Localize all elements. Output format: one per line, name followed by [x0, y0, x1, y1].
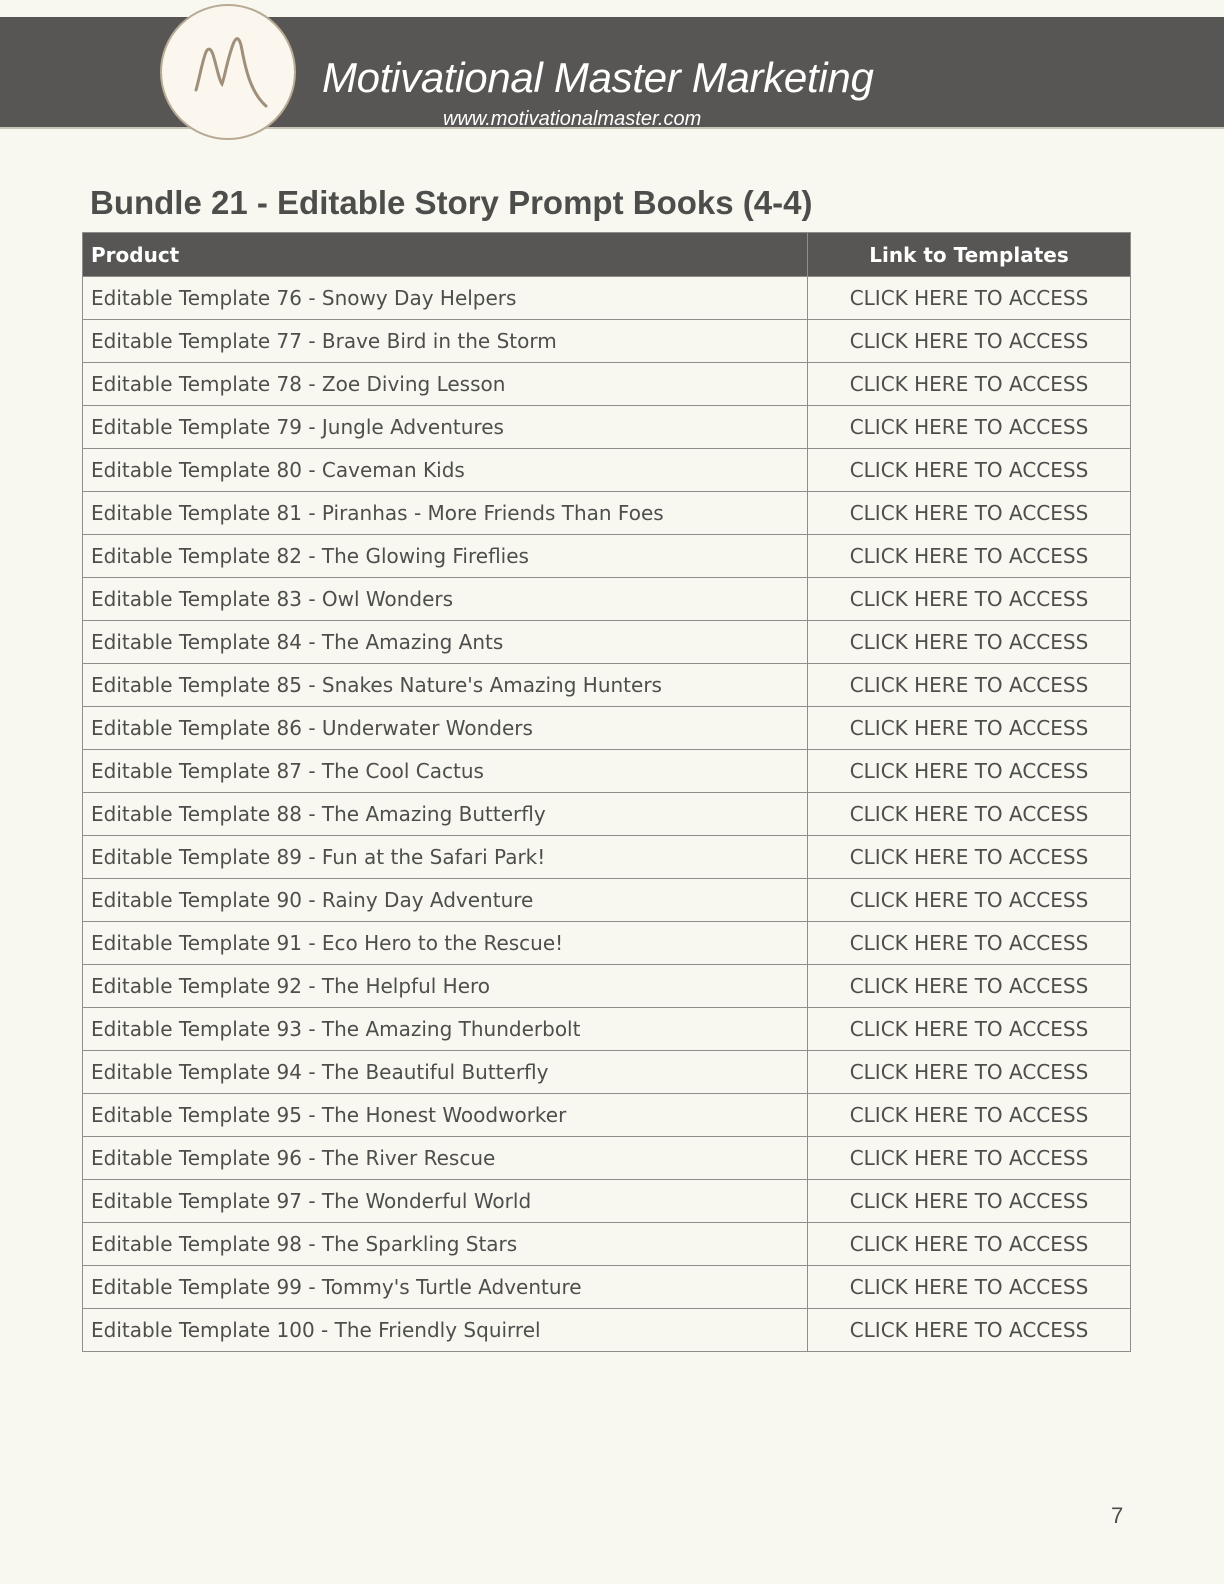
link-cell [808, 922, 1131, 965]
table-row [83, 578, 1131, 621]
product-name-cell: Editable Template 90 - Rainy Day Adventure [83, 879, 808, 922]
link-cell [808, 1094, 1131, 1137]
link-cell [808, 707, 1131, 750]
access-link[interactable]: CLICK HERE TO ACCESS [849, 458, 1089, 482]
table-row [83, 664, 1131, 707]
link-cell [808, 793, 1131, 836]
access-link[interactable]: CLICK HERE TO ACCESS [849, 802, 1089, 826]
link-cell [808, 363, 1131, 406]
link-cell [808, 277, 1131, 320]
product-name-cell: Editable Template 86 - Underwater Wonders [83, 707, 808, 750]
product-name-cell: Editable Template 92 - The Helpful Hero [83, 965, 808, 1008]
access-link[interactable]: CLICK HERE TO ACCESS [849, 931, 1089, 955]
product-name-cell: Editable Template 91 - Eco Hero to the Rescue! [83, 922, 808, 965]
table-row [83, 492, 1131, 535]
product-name-cell: Editable Template 95 - The Honest Woodworker [83, 1094, 808, 1137]
link-cell [808, 1180, 1131, 1223]
product-name-cell: Editable Template 100 - The Friendly Squirrel [83, 1309, 808, 1352]
link-cell [808, 1309, 1131, 1352]
product-name-cell: Editable Template 84 - The Amazing Ants [83, 621, 808, 664]
table-row [83, 1051, 1131, 1094]
table-row [83, 1137, 1131, 1180]
product-name-cell: Editable Template 93 - The Amazing Thunderbolt [83, 1008, 808, 1051]
access-link[interactable]: CLICK HERE TO ACCESS [849, 673, 1089, 697]
bundle-title: Bundle 21 - Editable Story Prompt Books (4-4) [90, 184, 813, 221]
link-cell [808, 1051, 1131, 1094]
link-cell [808, 449, 1131, 492]
access-link[interactable]: CLICK HERE TO ACCESS [849, 1232, 1089, 1256]
table-row [83, 707, 1131, 750]
table-row [83, 1180, 1131, 1223]
product-name-cell: Editable Template 76 - Snowy Day Helpers [83, 277, 808, 320]
link-cell [808, 578, 1131, 621]
table-row [83, 1266, 1131, 1309]
table-row [83, 965, 1131, 1008]
table-row [83, 535, 1131, 578]
link-cell [808, 1266, 1131, 1309]
link-cell [808, 535, 1131, 578]
table-row [83, 879, 1131, 922]
product-name-cell: Editable Template 99 - Tommy's Turtle Adventure [83, 1266, 808, 1309]
table-row [83, 1008, 1131, 1051]
product-name-cell: Editable Template 97 - The Wonderful World [83, 1180, 808, 1223]
logo-m-icon [162, 6, 294, 138]
link-cell [808, 664, 1131, 707]
link-cell [808, 406, 1131, 449]
link-cell [808, 492, 1131, 535]
product-name-cell: Editable Template 98 - The Sparkling Stars [83, 1223, 808, 1266]
access-link[interactable]: CLICK HERE TO ACCESS [849, 759, 1089, 783]
table-row [83, 922, 1131, 965]
access-link[interactable]: CLICK HERE TO ACCESS [849, 286, 1089, 310]
product-name-cell: Editable Template 94 - The Beautiful Butterfly [83, 1051, 808, 1094]
column-header-link: Link to Templates [808, 233, 1131, 277]
table-row [83, 793, 1131, 836]
link-cell [808, 1137, 1131, 1180]
table-header-row [83, 233, 1131, 277]
product-name-cell: Editable Template 96 - The River Rescue [83, 1137, 808, 1180]
table-body [83, 277, 1131, 1352]
link-cell [808, 879, 1131, 922]
table-row [83, 1094, 1131, 1137]
link-cell [808, 320, 1131, 363]
brand-url[interactable]: www.motivationalmaster.com [443, 108, 702, 130]
access-link[interactable]: CLICK HERE TO ACCESS [849, 1146, 1089, 1170]
table-row [83, 621, 1131, 664]
access-link[interactable]: CLICK HERE TO ACCESS [849, 372, 1089, 396]
brand-title: Motivational Master Marketing [322, 54, 874, 101]
table-row [83, 1223, 1131, 1266]
table-row [83, 836, 1131, 879]
access-link[interactable]: CLICK HERE TO ACCESS [849, 974, 1089, 998]
product-name-cell: Editable Template 81 - Piranhas - More Friends Than Foes [83, 492, 808, 535]
product-name-cell: Editable Template 77 - Brave Bird in the Storm [83, 320, 808, 363]
access-link[interactable]: CLICK HERE TO ACCESS [849, 1060, 1089, 1084]
table-row [83, 320, 1131, 363]
table-row [83, 406, 1131, 449]
access-link[interactable]: CLICK HERE TO ACCESS [849, 587, 1089, 611]
table-row [83, 363, 1131, 406]
access-link[interactable]: CLICK HERE TO ACCESS [849, 415, 1089, 439]
link-cell [808, 750, 1131, 793]
product-name-cell: Editable Template 80 - Caveman Kids [83, 449, 808, 492]
table-row [83, 1309, 1131, 1352]
access-link[interactable]: CLICK HERE TO ACCESS [849, 501, 1089, 525]
access-link[interactable]: CLICK HERE TO ACCESS [849, 1318, 1089, 1342]
table-row [83, 277, 1131, 320]
brand-logo [160, 4, 296, 140]
access-link[interactable]: CLICK HERE TO ACCESS [849, 716, 1089, 740]
link-cell [808, 621, 1131, 664]
access-link[interactable]: CLICK HERE TO ACCESS [849, 1275, 1089, 1299]
product-name-cell: Editable Template 87 - The Cool Cactus [83, 750, 808, 793]
access-link[interactable]: CLICK HERE TO ACCESS [849, 544, 1089, 568]
link-cell [808, 1223, 1131, 1266]
product-name-cell: Editable Template 79 - Jungle Adventures [83, 406, 808, 449]
product-name-cell: Editable Template 82 - The Glowing Fireflies [83, 535, 808, 578]
table-row [83, 449, 1131, 492]
product-name-cell: Editable Template 83 - Owl Wonders [83, 578, 808, 621]
link-cell [808, 1008, 1131, 1051]
link-cell [808, 965, 1131, 1008]
product-name-cell: Editable Template 78 - Zoe Diving Lesson [83, 363, 808, 406]
column-header-product: Product [83, 233, 808, 277]
templates-table [82, 232, 1131, 1352]
access-link[interactable]: CLICK HERE TO ACCESS [849, 1017, 1089, 1041]
access-link[interactable]: CLICK HERE TO ACCESS [849, 1103, 1089, 1127]
access-link[interactable]: CLICK HERE TO ACCESS [849, 329, 1089, 353]
product-name-cell: Editable Template 85 - Snakes Nature's Amazing Hunters [83, 664, 808, 707]
access-link[interactable]: CLICK HERE TO ACCESS [849, 888, 1089, 912]
product-name-cell: Editable Template 88 - The Amazing Butterfly [83, 793, 808, 836]
access-link[interactable]: CLICK HERE TO ACCESS [849, 845, 1089, 869]
table-row [83, 750, 1131, 793]
access-link[interactable]: CLICK HERE TO ACCESS [849, 1189, 1089, 1213]
page-number: 7 [1111, 1503, 1124, 1528]
access-link[interactable]: CLICK HERE TO ACCESS [849, 630, 1089, 654]
product-name-cell: Editable Template 89 - Fun at the Safari Park! [83, 836, 808, 879]
link-cell [808, 836, 1131, 879]
